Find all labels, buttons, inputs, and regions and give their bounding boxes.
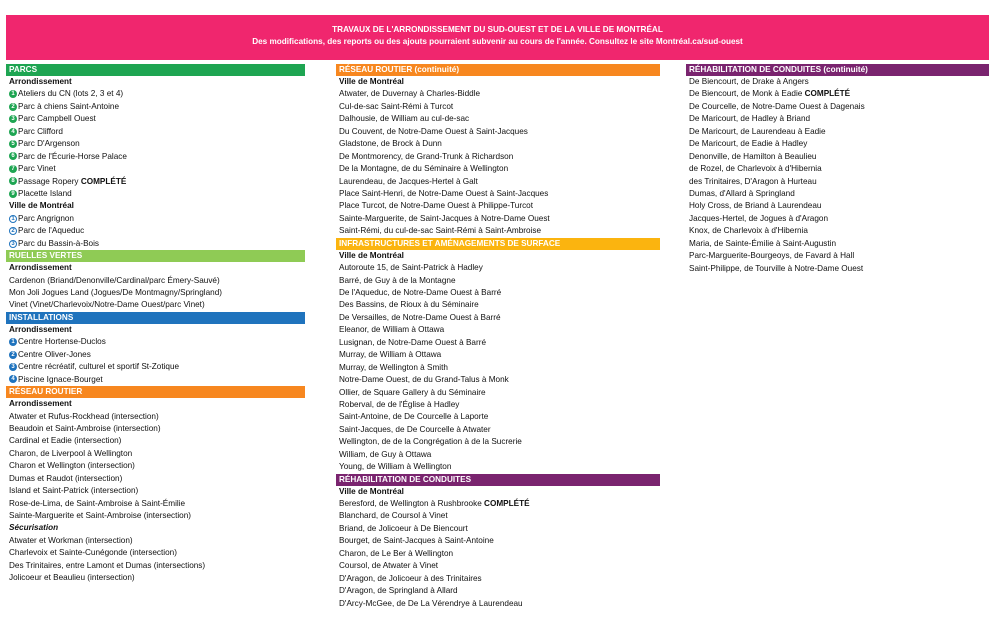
list-item-label: Holy Cross, de Briand à Laurendeau [689,201,822,211]
list-item-label: Parc D'Argenson [18,139,80,149]
list-item: Young, de William à Wellington [339,462,452,472]
list-item [6,101,305,113]
section-parcs-header: PARCS [6,64,305,76]
list-item [6,238,305,250]
list-item: Eleanor, de William à Ottawa [339,325,445,335]
list-item: Atwater, de Duvernay à Charles-Biddle [339,89,481,99]
number-badge-icon: 9 [9,190,17,198]
list-item [686,138,989,150]
list-item: Ollier, de Square Gallery à du Séminaire [339,387,486,397]
list-item-label: De Biencourt, de Monk à Eadie [689,89,805,99]
list-item [336,560,660,572]
list-item [6,213,305,225]
subheading-arrondissement: Arrondissement [9,399,72,409]
list-item-label: de Rozel, de Charlevoix à d'Hibernia [689,164,822,174]
status-completed: COMPLÉTÉ [804,89,851,99]
number-badge-icon: 5 [9,140,17,148]
list-item: Cul-de-sac Saint-Rémi à Turcot [339,101,454,111]
list-item-label: De Maricourt, de Laurendeau à Eadie [689,126,826,136]
list-item [336,498,660,510]
list-item [6,163,305,175]
number-badge-icon: 1 [9,90,17,98]
list-item-label: Passage Ropery [18,176,81,186]
list-item: Place Saint-Henri, de Notre-Dame Ouest à Saint-Jacques [339,188,549,198]
list-item: Laurendeau, de Jacques-Hertel à Galt [339,176,478,186]
list-item-label: Saint-Philippe, de Tourville à Notre-Dame Ouest [689,263,864,273]
list-item [686,238,989,250]
list-item: Atwater et Rufus-Rockhead (intersection) [9,411,159,421]
list-item-label: Jacques-Hertel, de Jogues à d'Aragon [689,213,829,223]
list-item [6,88,305,100]
list-item: Gladstone, de Brock à Dunn [339,139,442,149]
list-item [686,263,989,275]
list-item [336,585,660,597]
list-item: Rose-de-Lima, de Saint-Ambroise à Saint-Émilie [9,498,186,508]
list-item [6,126,305,138]
subheading-ville: Ville de Montréal [9,201,74,211]
list-item-label: Bourget, de Saint-Jacques à Saint-Antoine [339,536,494,546]
status-completed: COMPLÉTÉ [484,499,530,508]
list-item [336,535,660,547]
list-item-label: Coursol, de Atwater à Vinet [339,561,439,571]
list-item-label: De Courcelle, de Notre-Dame Ouest à Dagenais [689,101,865,111]
list-item-label: D'Arcy-McGee, de De La Vérendrye à Laurendeau [339,598,523,608]
list-item: Saint-Jacques, de De Courcelle à Atwater [339,424,491,434]
list-item-label: Blanchard, de Coursol à Vinet [339,511,448,521]
list-item-label: Placette Island [18,188,72,198]
list-item-label: des Trinitaires, D'Aragon à Hurteau [689,176,817,186]
list-item: Saint-Rémi, du cul-de-sac Saint-Rémi à Saint-Ambroise [339,226,542,236]
list-item [336,598,660,610]
list-item [6,361,305,373]
list-item-label: D'Aragon, de Jolicoeur à des Trinitaires [339,573,482,583]
list-item: Wellington, de de la Congrégation à de la Sucrerie [339,437,522,447]
list-item: Charlevoix et Sainte-Cunégonde (intersection) [9,548,177,558]
list-item: Lusignan, de Notre-Dame Ouest à Barré [339,337,486,347]
list-item: Dalhousie, de William au cul-de-sac [339,114,470,124]
number-badge-icon: 3 [9,363,17,371]
list-item-label: De Maricourt, de Hadley à Briand [689,114,811,124]
subheading-securisation: Sécurisation [9,523,59,533]
column-1 [6,64,305,585]
list-item: Place Turcot, de Notre-Dame Ouest à Philippe-Turcot [339,201,534,211]
number-badge-icon: 4 [9,128,17,136]
subheading-arrondissement: Arrondissement [9,324,72,334]
list-item-label: Charon, de Le Ber à Wellington [339,548,454,558]
list-item-label: Maria, de Sainte-Émilie à Saint-Augustin [689,238,836,248]
subheading-ville: Ville de Montréal [339,250,404,260]
list-item-label: Parc Clifford [18,126,63,136]
section-reseau-header: RÉSEAU ROUTIER [6,386,305,398]
list-item: Des Bassins, de Rioux à du Séminaire [339,300,479,310]
list-item [686,126,989,138]
number-badge-icon: 1 [9,215,17,223]
list-item: Murray, de Wellington à Smith [339,362,448,372]
list-item: De la Montagne, de du Séminaire à Wellington [339,164,509,174]
list-item: Vinet (Vinet/Charlevoix/Notre-Dame Ouest/parc Vinet) [9,300,205,310]
list-item: Dumas et Raudot (intersection) [9,473,123,483]
section-reseau-cont-header: RÉSEAU ROUTIER (continuité) [336,64,660,76]
list-item-label: Parc du Bassin-à-Bois [18,238,99,248]
list-item [6,176,305,188]
list-item [6,225,305,237]
list-item: Cardenon (Briand/Denonville/Cardinal/parc Émery-Sauvé) [9,275,220,285]
column-3 [686,64,989,275]
number-badge-icon: 4 [9,375,17,383]
list-item: Cardinal et Eadie (intersection) [9,436,122,446]
list-item [6,349,305,361]
banner-title: TRAVAUX DE L'ARRONDISSEMENT DU SUD-OUEST ET DE LA VILLE DE MONTRÉAL [332,25,663,34]
number-badge-icon: 3 [9,240,17,248]
list-item-label: De Maricourt, de Eadie à Hadley [689,139,808,149]
number-badge-icon: 2 [9,103,17,111]
list-item [6,336,305,348]
list-item [6,151,305,163]
list-item: Charon et Wellington (intersection) [9,461,135,471]
list-item: Barré, de Guy à de la Montagne [339,275,456,285]
list-item: Roberval, de de l'Église à Hadley [339,399,460,409]
list-item [686,88,989,100]
list-item: Murray, de William à Ottawa [339,350,442,360]
list-item [686,213,989,225]
section-ruelles-header: RUELLES VERTES [6,250,305,262]
list-item [686,101,989,113]
number-badge-icon: 2 [9,227,17,235]
list-item-label: Parc Campbell Ouest [18,114,96,124]
list-item [686,225,989,237]
list-item-label: Centre Hortense-Duclos [18,337,106,347]
number-badge-icon: 1 [9,338,17,346]
list-item-label: Piscine Ignace-Bourget [18,374,103,384]
list-item: Autoroute 15, de Saint-Patrick à Hadley [339,263,483,273]
list-item-label: D'Aragon, de Springland à Allard [339,586,458,596]
list-item: De Versailles, de Notre-Dame Ouest à Barré [339,312,501,322]
list-item: Atwater et Workman (intersection) [9,535,133,545]
section-installations-header: INSTALLATIONS [6,312,305,324]
list-item [686,200,989,212]
list-item [336,523,660,535]
list-item [6,113,305,125]
list-item [686,176,989,188]
section-rehab-cont-header: RÉHABILITATION DE CONDUITES (continuité) [686,64,989,76]
list-item-label: Ateliers du CN (lots 2, 3 et 4) [18,89,124,99]
list-item [686,113,989,125]
header-banner [6,15,989,60]
list-item-label: Parc Angrignon [18,213,74,223]
banner-subtitle: Des modifications, des reports ou des ajouts pourraient subvenir au cours de l'année. Consultez le site Montréal.ca/sud-ouest [252,37,743,46]
list-item-label: Parc-Marguerite-Bourgeoys, de Favard à Hall [689,251,855,261]
list-item-label: Centre Oliver-Jones [18,349,91,359]
list-item [6,188,305,200]
list-item-label: Dumas, d'Allard à Springland [689,188,795,198]
list-item-label: Parc de l'Aqueduc [18,226,85,236]
list-item [686,151,989,163]
list-item-label: De Biencourt, de Drake à Angers [689,77,809,86]
list-item: Beaudoin et Saint-Ambroise (intersection) [9,423,161,433]
list-item: Sainte-Marguerite, de Saint-Jacques à Notre-Dame Ouest [339,213,550,223]
list-item [6,138,305,150]
list-item: De Montmorency, de Grand-Trunk à Richardson [339,151,514,161]
list-item: Notre-Dame Ouest, de du Grand-Talus à Monk [339,375,509,385]
list-item-label: Parc à chiens Saint-Antoine [18,101,120,111]
list-item [686,250,989,262]
list-item: Du Couvent, de Notre-Dame Ouest à Saint-Jacques [339,126,528,136]
list-item-label: Denonville, de Hamilton à Beaulieu [689,151,817,161]
section-infra-header: INFRASTRUCTURES ET AMÉNAGEMENTS DE SURFACE [336,238,660,250]
list-item: Jolicoeur et Beaulieu (intersection) [9,573,135,583]
list-item [336,510,660,522]
number-badge-icon: 8 [9,177,17,185]
list-item-label: Briand, de Jolicoeur à De Biencourt [339,523,468,533]
status-completed: COMPLÉTÉ [80,176,127,186]
list-item: Charon, de Liverpool à Wellington [9,448,133,458]
number-badge-icon: 3 [9,115,17,123]
number-badge-icon: 7 [9,165,17,173]
list-item-label: Centre récréatif, culturel et sportif St-Zotique [18,362,180,372]
list-item: Mon Joli Jogues Land (Jogues/De Montmagny/Springland) [9,288,222,297]
list-item [686,163,989,175]
list-item [336,548,660,560]
list-item [686,76,989,88]
list-item: Des Trinitaires, entre Lamont et Dumas (intersections) [9,560,206,570]
list-item [6,374,305,386]
list-item: Island et Saint-Patrick (intersection) [9,486,139,496]
number-badge-icon: 6 [9,152,17,160]
subheading-ville: Ville de Montréal [339,486,404,496]
list-item-label: Beresford, de Wellington à Rushbrooke [339,499,485,508]
list-item: De l'Aqueduc, de Notre-Dame Ouest à Barré [339,288,502,297]
subheading-ville: Ville de Montréal [339,77,404,86]
list-item [336,573,660,585]
list-item-label: Knox, de Charlevoix à d'Hibernia [689,226,808,236]
number-badge-icon: 2 [9,351,17,359]
section-rehab-header: RÉHABILITATION DE CONDUITES [336,474,660,486]
list-item: Saint-Antoine, de De Courcelle à Laporte [339,412,489,422]
list-item-label: Parc de l'Écurie-Horse Palace [18,151,127,161]
list-item: Sainte-Marguerite et Saint-Ambroise (intersection) [9,511,192,520]
list-item-label: Parc Vinet [18,164,56,174]
subheading-arrondissement: Arrondissement [9,263,72,273]
list-item [686,188,989,200]
column-2 [336,64,660,610]
list-item: William, de Guy à Ottawa [339,449,432,459]
subheading-arrondissement: Arrondissement [9,77,72,86]
